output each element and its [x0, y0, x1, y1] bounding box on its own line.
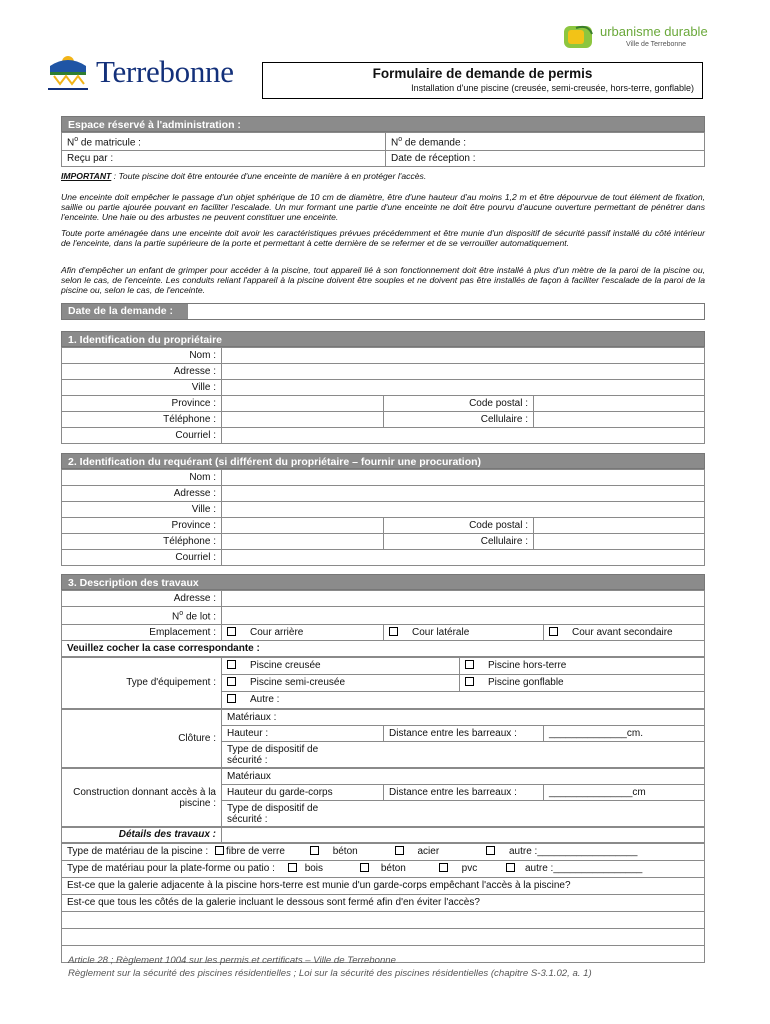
- cloture-label: Clôture :: [62, 710, 222, 768]
- cloture-table: [61, 709, 705, 768]
- cour-arriere-option[interactable]: [222, 625, 384, 641]
- distance2-field[interactable]: _______________cm: [544, 785, 705, 801]
- no-sup: o: [179, 610, 184, 617]
- courriel-field[interactable]: [222, 428, 705, 444]
- pvc-label: pvc: [461, 863, 478, 875]
- urbanisme-durable-title: urbanisme durable: [600, 24, 708, 39]
- admin-table: [61, 132, 705, 167]
- matricule-field[interactable]: [62, 133, 386, 151]
- cellulaire-field[interactable]: [534, 412, 705, 428]
- details-blank: [222, 828, 705, 843]
- cour-avant-label: Cour avant secondaire: [572, 626, 673, 638]
- question-garde-corps: Est-ce que la galerie adjacente à la piscine hors-terre est munie d'un garde-corps empêchant l'accès à la piscine?: [62, 878, 705, 895]
- materiaux2-label: Matériaux: [227, 770, 271, 782]
- checkbox-icon[interactable]: [549, 627, 558, 636]
- checkbox-icon[interactable]: [227, 677, 236, 686]
- checkbox-icon[interactable]: [227, 660, 236, 669]
- date-reception-label: Date de réception :: [391, 152, 476, 164]
- logo-underline: [48, 88, 88, 90]
- hors-terre-label: Piscine hors-terre: [488, 660, 567, 672]
- adresse-label: Adresse :: [62, 591, 222, 607]
- matricule-label: de matricule :: [80, 137, 141, 149]
- ville-label: Ville :: [62, 502, 222, 518]
- telephone-label: Téléphone :: [62, 412, 222, 428]
- cour-laterale-label: Cour latérale: [412, 626, 470, 638]
- checkbox-icon[interactable]: [288, 863, 297, 872]
- no-label: N: [67, 137, 75, 149]
- note-paragraph-2: Toute porte aménagée dans une enceinte doit avoir les caractéristiques prévues précédemment et être munie d'un dispositif de sécurité passif installé du côté intérieur de l'enceinte, dans la partie supérieure de la porte et permettant à cette dernière de se refermer et de se verrouiller automatiquement.: [61, 228, 705, 248]
- dispositif-label: Type de dispositif de sécurité :: [227, 743, 319, 766]
- section-travaux: [61, 574, 705, 963]
- hauteur-label: Hauteur :: [227, 727, 269, 739]
- distance-label: Distance entre les barreaux :: [384, 785, 544, 801]
- hors-terre-option[interactable]: [460, 658, 705, 675]
- checkbox-icon[interactable]: [215, 846, 224, 855]
- checkbox-icon[interactable]: [395, 846, 404, 855]
- dispositif2-label: Type de dispositif de sécurité :: [227, 802, 319, 825]
- checkbox-icon[interactable]: [439, 863, 448, 872]
- no-sup: o: [74, 136, 79, 143]
- important-text: : Toute piscine doit être entourée d'une enceinte de manière à en protéger l'accès.: [111, 171, 427, 181]
- checkbox-icon[interactable]: [465, 677, 474, 686]
- date-demande-row[interactable]: [61, 303, 705, 320]
- ville-field[interactable]: [222, 380, 705, 396]
- note-paragraph-3: Afin d'empêcher un enfant de grimper pour accéder à la piscine, tout appareil lié à son fonctionnement doit être installé à plus d'un mètre de la paroi de la piscine ou, selon le cas, de l'enceinte. Les conduits reliant l'appareil à la piscine doivent être souples et ne doivent pas être installés de façon à faciliter l'escalade de la paroi de la piscine ou, selon le cas, de l'enceinte.: [61, 265, 705, 295]
- details-label: Détails des travaux :: [62, 828, 222, 843]
- nom-label: Nom :: [62, 348, 222, 364]
- lot-label: [62, 607, 222, 625]
- checkbox-icon[interactable]: [310, 846, 319, 855]
- checkbox-icon[interactable]: [486, 846, 495, 855]
- question-cotes-fermes: Est-ce que tous les côtés de la galerie incluant le dessous sont fermé afin d'en éviter l'accès?: [62, 895, 705, 912]
- semi-creusee-option[interactable]: [222, 675, 460, 692]
- hauteur-field[interactable]: [222, 726, 384, 742]
- equipement-table: [61, 657, 705, 709]
- form-title-box: [262, 62, 703, 99]
- important-note: [61, 171, 705, 181]
- adresse-field[interactable]: [222, 486, 705, 502]
- blank-answer-row[interactable]: [62, 929, 705, 946]
- no-label: N: [391, 137, 399, 149]
- urbanisme-durable-logo: [562, 22, 722, 54]
- province-field[interactable]: [222, 518, 384, 534]
- nom-label: Nom :: [62, 470, 222, 486]
- fibre-label: fibre de verre: [225, 846, 285, 858]
- no-sup: o: [398, 136, 403, 143]
- note-paragraph-1: Une enceinte doit empêcher le passage d'un objet sphérique de 10 cm de diamètre, être d'une hauteur d'au moins 1,2 m et être dépourvue de tout élément de fixation, saillie ou partie ajourée pouvant en faciliter l'escalade. Un mur formant une partie d'une enceinte ne doit être pourvu d'aucune ouverture permettant de pénétrer dans l'enceinte. Une haie ou des arbustes ne peuvent constituer une enceinte.: [61, 192, 705, 222]
- lot-text: de lot :: [185, 611, 216, 623]
- section-requerant: [61, 453, 705, 566]
- demande-field[interactable]: [386, 133, 705, 151]
- terrebonne-logo: [46, 52, 236, 92]
- semi-creusee-label: Piscine semi-creusée: [250, 677, 346, 689]
- gonflable-label: Piscine gonflable: [488, 677, 564, 689]
- cellulaire-label: Cellulaire :: [384, 534, 534, 550]
- hauteur-garde-label: Hauteur du garde-corps: [227, 786, 333, 798]
- materiaux2-field[interactable]: [222, 769, 705, 785]
- gonflable-option[interactable]: [460, 675, 705, 692]
- telephone-label: Téléphone :: [62, 534, 222, 550]
- section-2-header: 2. Identification du requérant (si différent du propriétaire – fournir une procuration): [61, 453, 705, 469]
- acier-label: acier: [417, 846, 440, 858]
- no-label: N: [172, 611, 180, 623]
- nom-field[interactable]: [222, 348, 705, 364]
- province-field[interactable]: [222, 396, 384, 412]
- emplacement-label: Emplacement :: [62, 625, 222, 641]
- mat-piscine-label: Type de matériau de la piscine :: [67, 846, 209, 858]
- date-reception-field[interactable]: [386, 151, 705, 167]
- beton2-label: béton: [380, 863, 406, 875]
- admin-block: [61, 116, 705, 167]
- adresse-field[interactable]: [222, 591, 705, 607]
- checkbox-icon[interactable]: [360, 863, 369, 872]
- important-label: IMPORTANT: [61, 171, 112, 181]
- cellulaire-label: Cellulaire :: [384, 412, 534, 428]
- details-table: [61, 827, 705, 843]
- creusee-label: Piscine creusée: [250, 660, 321, 672]
- province-label: Province :: [62, 396, 222, 412]
- adresse-label: Adresse :: [62, 364, 222, 380]
- code-postal-label: Code postal :: [384, 518, 534, 534]
- courriel-label: Courriel :: [62, 550, 222, 566]
- footer-article: Article 28 ; Règlement 1004 sur les permis et certificats – Ville de Terrebonne: [68, 955, 396, 966]
- adresse-field[interactable]: [222, 364, 705, 380]
- checkbox-icon[interactable]: [227, 627, 236, 636]
- terrebonne-flag-icon: [46, 52, 90, 88]
- ville-field[interactable]: [222, 502, 705, 518]
- courriel-label: Courriel :: [62, 428, 222, 444]
- code-postal-field[interactable]: [534, 518, 705, 534]
- beton-label: béton: [332, 846, 358, 858]
- footer-reglement: Règlement sur la sécurité des piscines résidentielles ; Loi sur la sécurité des piscines résidentielles (chapitre S-3.1.02, a. 1): [68, 968, 592, 979]
- demande-label: de demande :: [404, 137, 467, 149]
- checkbox-icon[interactable]: [465, 660, 474, 669]
- travaux-top-table: [61, 590, 705, 657]
- courriel-field[interactable]: [222, 550, 705, 566]
- mat-piscine-row: [62, 844, 705, 861]
- construction-table: [61, 768, 705, 827]
- brand-name: Terrebonne: [96, 54, 234, 89]
- blank-answer-row[interactable]: [62, 912, 705, 929]
- construction-label: Construction donnant accès à la piscine :: [62, 769, 222, 827]
- autre-piscine-label: autre :__________________: [508, 846, 638, 858]
- dispositif2-field[interactable]: [222, 801, 705, 827]
- form-subtitle: Installation d'une piscine (creusée, semi-creusée, hors-terre, gonflable): [411, 83, 694, 93]
- dispositif-field[interactable]: [222, 742, 705, 768]
- checkbox-icon[interactable]: [389, 627, 398, 636]
- date-demande-label: Date de la demande :: [62, 304, 188, 319]
- requerant-table: [61, 469, 705, 566]
- admin-header: Espace réservé à l'administration :: [61, 116, 705, 132]
- mat-plateforme-label: Type de matériau pour la plate-forme ou patio :: [67, 863, 275, 875]
- code-postal-label: Code postal :: [384, 396, 534, 412]
- mat-plateforme-row: [62, 861, 705, 878]
- autre-plateforme-label: autre :________________: [524, 863, 643, 875]
- bois-label: bois: [304, 863, 324, 875]
- materiaux-field[interactable]: [222, 710, 705, 726]
- checkbox-icon[interactable]: [227, 694, 236, 703]
- ville-label: Ville :: [62, 380, 222, 396]
- recu-par-label: Reçu par :: [67, 152, 114, 164]
- adresse-label: Adresse :: [62, 486, 222, 502]
- recu-par-field[interactable]: [62, 151, 386, 167]
- urbanisme-durable-icon: [562, 22, 596, 50]
- province-label: Province :: [62, 518, 222, 534]
- code-postal-field[interactable]: [534, 396, 705, 412]
- nom-field[interactable]: [222, 470, 705, 486]
- section-proprietaire: [61, 331, 705, 444]
- telephone-field[interactable]: [222, 534, 384, 550]
- cellulaire-field[interactable]: [534, 534, 705, 550]
- proprietaire-table: [61, 347, 705, 444]
- section-3-header: 3. Description des travaux: [61, 574, 705, 590]
- section-1-header: 1. Identification du propriétaire: [61, 331, 705, 347]
- urbanisme-durable-subtitle: Ville de Terrebonne: [626, 41, 687, 48]
- checkbox-icon[interactable]: [506, 863, 515, 872]
- distance-field[interactable]: ______________cm.: [544, 726, 705, 742]
- autre-option[interactable]: [222, 692, 705, 709]
- creusee-option[interactable]: [222, 658, 460, 675]
- hauteur-garde-field[interactable]: [222, 785, 384, 801]
- form-title: Formulaire de demande de permis: [372, 66, 593, 81]
- cocher-instruction: Veuillez cocher la case correspondante :: [62, 641, 705, 657]
- cour-avant-option[interactable]: [544, 625, 705, 641]
- telephone-field[interactable]: [222, 412, 384, 428]
- distance-label: Distance entre les barreaux :: [384, 726, 544, 742]
- lot-field[interactable]: [222, 607, 705, 625]
- materiaux-table: [61, 843, 705, 963]
- autre-label: Autre :: [250, 694, 280, 706]
- materiaux-label: Matériaux :: [227, 711, 277, 723]
- cour-laterale-option[interactable]: [384, 625, 544, 641]
- cour-arriere-label: Cour arrière: [250, 626, 304, 638]
- type-equipement-label: Type d'équipement :: [62, 658, 222, 709]
